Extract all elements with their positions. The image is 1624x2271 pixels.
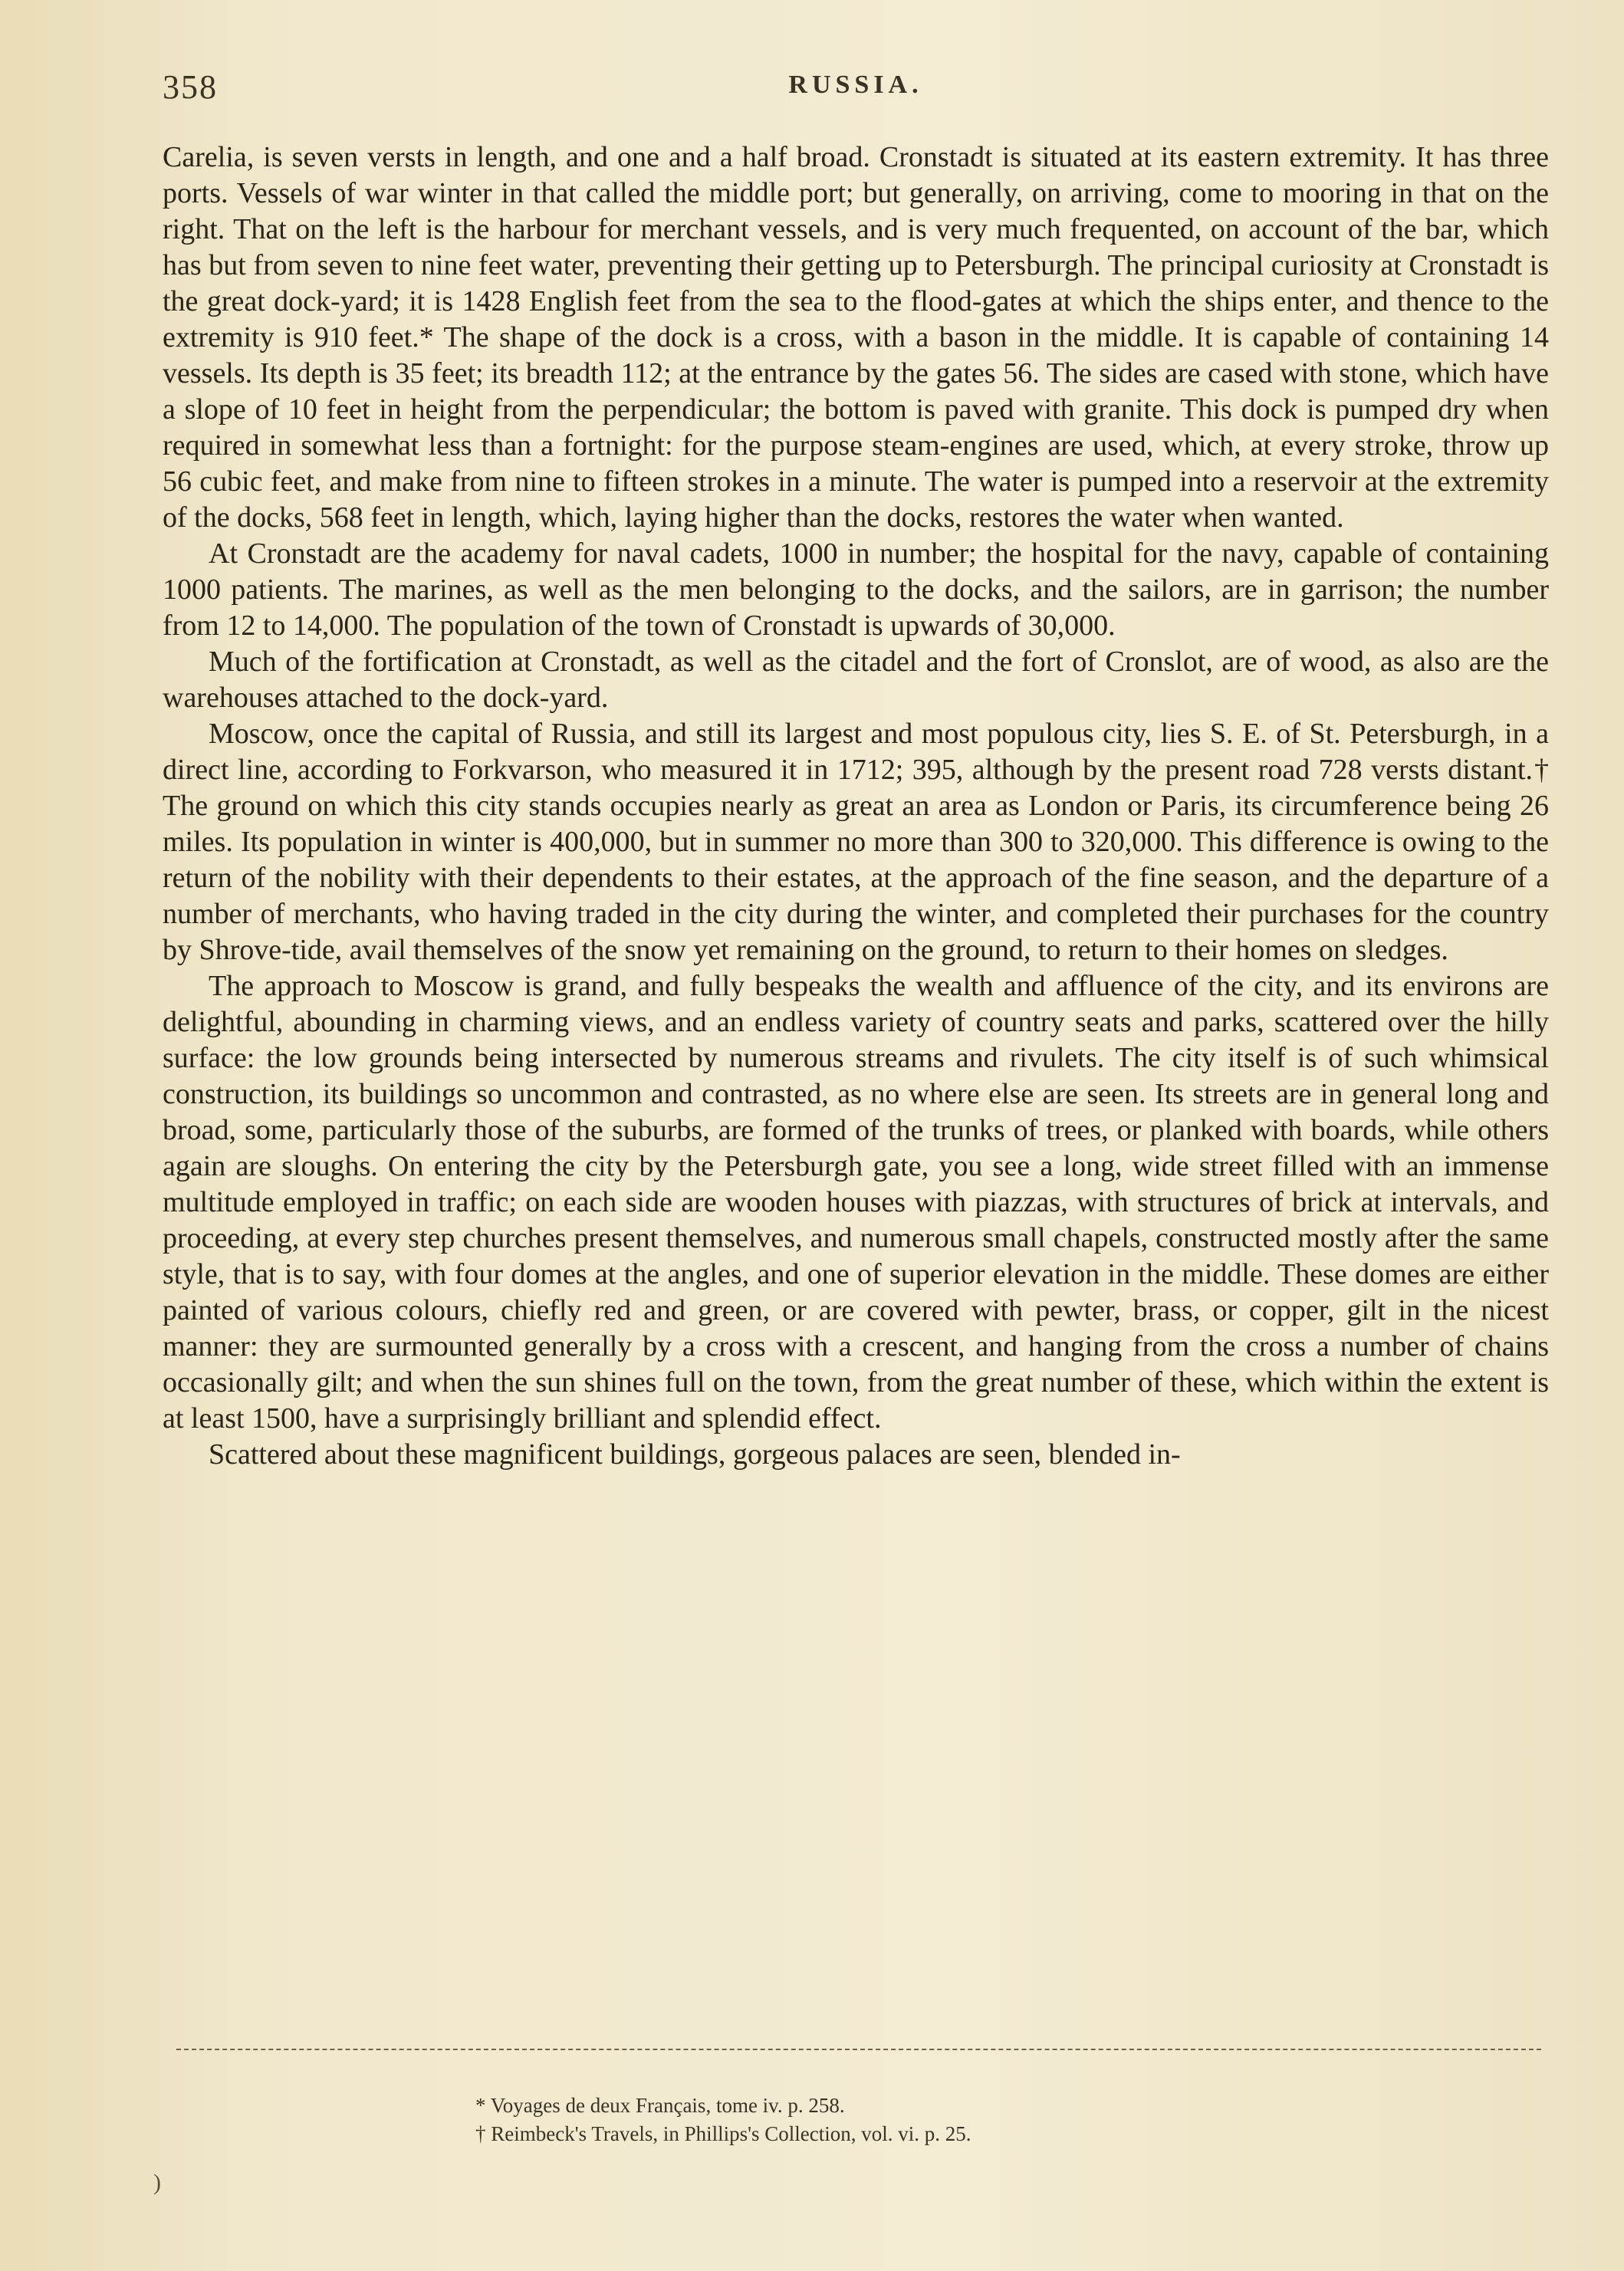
paragraph-moscow-intro: Moscow, once the capital of Russia, and still its largest and most populous city, lies S. E. of St. Petersburgh, in a direct line, according to Forkvarson, who measured it in 1712; 395, although by the present road 728 versts distant.† The ground on which this city stands occupies nearly as great an area as London or Paris, its circumference being 26 miles. Its population in winter is 400,000, but in summer no more than 300 to 320,000. This difference is owing to the return of the nobility with their dependents to their estates, at the approach of the fine season, and the departure of a number of merchants, who having traded in the city during the winter, and completed their purchases for the country by Shrove-tide, avail themselves of the snow yet remaining on the ground, to return to their homes on sledges. [163,718,1549,966]
stray-mark: ) [153,2170,161,2195]
footnotes [475,2092,1396,2148]
footnote-rule [176,2049,1541,2050]
paragraph-cronstadt-dock: Carelia, is seven versts in length, and one and a half broad. Cronstadt is situated at its eastern extremity. It has three ports. Vessels of war winter in that called the middle port; but generally, on arriving, come to mooring in that on the right. That on the left is the harbour for merchant vessels, and is very much frequented, on account of the bar, which has but from seven to nine feet water, preventing their getting up to Petersburgh. The principal curiosity at Cronstadt is the great dock-yard; it is 1428 English feet from the sea to the flood-gates at which the ships enter, and thence to the extremity is 910 feet.* The shape of the dock is a cross, with a bason in the middle. It is capable of containing 14 vessels. Its depth is 35 feet; its breadth 112; at the entrance by the gates 56. The sides are cased with stone, which have a slope of 10 feet in height from the perpendicular; the bottom is paved with granite. This dock is pumped dry when required in somewhat less than a fortnight: for the purpose steam-engines are used, which, at every stroke, throw up 56 cubic feet, and make from nine to fifteen strokes in a minute. The water is pumped into a reservoir at the extremity of the docks, 568 feet in length, which, laying higher than the docks, restores the water when wanted. [163,141,1549,534]
footnote-reimbeck: † Reimbeck's Travels, in Phillips's Collection, vol. vi. p. 25. [475,2122,971,2145]
running-head: RUSSIA. [788,71,923,99]
page-number: 358 [163,68,218,106]
paragraph-cronstadt-fortification: Much of the fortification at Cronstadt, as well as the citadel and the fort of Cronslot, are of wood, as also are the warehouses attached to the dock-yard. [163,646,1549,714]
page-header [163,67,1549,117]
paragraph-cronstadt-academy: At Cronstadt are the academy for naval cadets, 1000 in number; the hospital for the navy, capable of containing 1000 patients. The marines, as well as the men belonging to the docks, and the sailors, are in garrison; the number from 12 to 14,000. The population of the town of Cronstadt is upwards of 30,000. [163,537,1549,642]
footnote-voyages: * Voyages de deux Français, tome iv. p. 258. [475,2094,845,2117]
paragraph-moscow-approach: The approach to Moscow is grand, and fully bespeaks the wealth and affluence of the city, and its environs are delightful, abounding in charming views, and an endless variety of country seats and parks, scattered over the hilly surface: the low grounds being intersected by numerous streams and rivulets. The city itself is of such whimsical construction, its buildings so uncommon and contrasted, as no where else are seen. Its streets are in general long and broad, some, particularly those of the suburbs, are formed of the trunks of trees, or planked with boards, while others again are sloughs. On entering the city by the Petersburgh gate, you see a long, wide street filled with an immense multitude employed in traffic; on each side are wooden houses with piazzas, with structures of brick at intervals, and proceeding, at every step churches present themselves, and numerous small chapels, constructed mostly after the same style, that is to say, with four domes at the angles, and one of superior elevation in the middle. These domes are either painted of various colours, chiefly red and green, or are covered with pewter, brass, or copper, gilt in the nicest manner: they are surmounted generally by a cross with a crescent, and hanging from the cross a number of chains occasionally gilt; and when the sun shines full on the town, from the great number of these, which within the extent is at least 1500, have a surprisingly brilliant and splendid effect. [163,970,1549,1435]
body-text [163,140,1549,1473]
paragraph-moscow-palaces: Scattered about these magnificent buildings, gorgeous palaces are seen, blended in- [209,1438,1181,1471]
